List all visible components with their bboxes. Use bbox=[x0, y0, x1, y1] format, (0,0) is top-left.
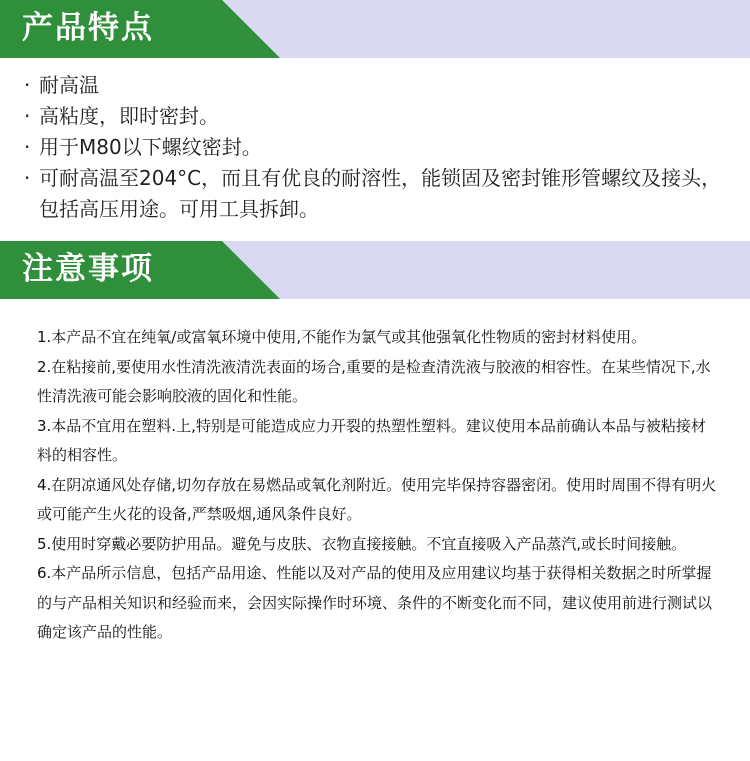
feature-item bbox=[24, 132, 724, 163]
notice-item: 3.本品不宜用在塑料.上,特别是可能造成应力开裂的热塑性塑料。建议使用本品前确认本品与被粘接材料的相容性。 bbox=[37, 416, 706, 464]
feature-text: 耐高温 bbox=[39, 73, 99, 97]
notices-list bbox=[37, 323, 717, 648]
feature-item bbox=[24, 163, 724, 225]
section-title-features: 产品特点 bbox=[22, 10, 154, 46]
section-title-notices: 注意事项 bbox=[22, 251, 154, 287]
notice-item: 5.使用时穿戴必要防护用品。避免与皮肤、衣物直接接触。不宜直接吸入产品蒸汽,或长时间接触。 bbox=[37, 534, 687, 553]
section-header-notices bbox=[0, 241, 750, 299]
bullet-dot: · bbox=[24, 104, 31, 128]
notice-item: 2.在粘接前,要使用水性清洗液清洗表面的场合,重要的是检查清洗液与胶液的相容性。在某些情况下,水性清洗液可能会影响胶液的固化和性能。 bbox=[37, 357, 711, 405]
bullet-dot: · bbox=[24, 73, 31, 97]
notice-item: 4.在阴凉通风处存储,切勿存放在易燃品或氧化剂附近。使用完毕保持容器密闭。使用时周围不得有明火或可能产生火花的设备,严禁吸烟,通风条件良好。 bbox=[37, 475, 717, 523]
feature-text: 高粘度，即时密封。 bbox=[39, 104, 219, 128]
section-header-features bbox=[0, 0, 750, 58]
bullet-dot: · bbox=[24, 135, 31, 159]
feature-text: 用于M80以下螺纹密封。 bbox=[39, 135, 262, 159]
bullet-dot: · bbox=[24, 166, 31, 190]
feature-text: 可耐高温至204°C，而且有优良的耐溶性，能锁固及密封锥形管螺纹及接头，包括高压用途。可用工具拆卸。 bbox=[39, 166, 722, 221]
feature-item bbox=[24, 70, 724, 101]
notice-item: 6.本产品所示信息，包括产品用途、性能以及对产品的使用及应用建议均基于获得相关数据之时所掌握的与产品相关知识和经验而来，会因实际操作时环境、条件的不断变化而不同，建议使用前进行测试以确定该产品的性能。 bbox=[37, 564, 713, 641]
feature-item bbox=[24, 101, 724, 132]
notice-item: 1.本产品不宜在纯氧/或富氧环境中使用,不能作为氯气或其他强氧化性物质的密封材料使用。 bbox=[37, 328, 647, 346]
features-list bbox=[24, 70, 724, 225]
